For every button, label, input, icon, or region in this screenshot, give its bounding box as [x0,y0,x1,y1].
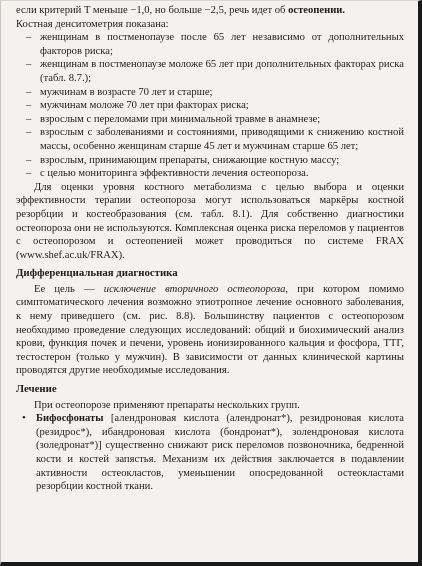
treatment-heading: Лечение [16,383,57,396]
treatment-intro: При остеопорозе применяют препараты нескольких групп. [34,399,300,411]
diff-italic-phrase: исключение вторичного остеопороза [103,283,286,295]
bisphosphonates-text: [алендроновая кислота (алендронат*), резидроновая кислота (резидрос*), ибандроновая кислота (бондронат*), золендроновая кислота (золедронат*)] существенно снижают риск переломов позвоночника, бедренной кости и костей запястья. Механизм их действия заключается в подавлении активности остеокластов, уменьшении опосредованной остеокластами резорбции костной ткани. [36,413,404,493]
list-item [16,167,404,181]
bisphosphonates-item [16,412,404,494]
list-item-text: с целью мониторинга эффективности лечения остеопороза. [40,168,309,180]
dash-marker: – [26,113,32,125]
list-item [16,58,404,85]
bullet-marker: • [22,412,26,425]
dash-marker: – [26,86,32,98]
list-item-text: мужчинам в возрасте 70 лет и старше; [40,86,213,98]
intro-text: если критерий T меньше −1,0, но больше −2,5, речь идет об [16,5,289,16]
list-item [16,86,404,100]
list-item-text: взрослым, принимающим препараты, снижающие костную массу; [40,154,340,166]
differential-diagnosis-heading: Дифференциальная диагностика [16,267,178,280]
list-item [16,99,404,113]
list-item-text: мужчинам моложе 70 лет при факторах риска; [40,100,249,112]
dash-marker: – [26,59,32,71]
diff-text-rest: , при котором помимо симптоматического лечения возможно этиотропное лечение основного заболевания, к нему приведшего (см. рис. 8.8). Большинству пациентов с остеопорозом необходимо проведение следующих исследований: общий и биохимический анализ крови, функция почек и печени, уровень ионизированного кальция и фосфора, ТТГ, тестостерон (только у мужчин). В зависимости от данных клинической картины проводятся другие необходимые исследования. [16,283,405,377]
bisphosphonates-term: Бифосфонаты [36,413,104,425]
dash-marker: – [26,127,32,139]
diff-text-start: Ее цель — [34,283,104,295]
indications-list [16,31,404,181]
dash-marker: – [26,168,32,180]
densitometry-heading-line [16,18,404,32]
list-item [16,31,404,58]
intro-paragraph [16,4,404,18]
list-item-text: женщинам в постменопаузе моложе 65 лет при дополнительных факторах риска (табл. 8.7.); [40,59,404,84]
differential-diagnosis-paragraph [16,283,404,378]
dash-marker: – [26,154,32,166]
list-item-text: женщинам в постменопаузе после 65 лет независимо от дополнительных факторов риска; [40,32,404,57]
densitometry-intro: Костная денситометрия показана: [16,18,169,30]
list-item-text: взрослым с заболеваниями и состояниями, приводящими к снижению костной массы, особенно женщинам старше 45 лет и мужчинам старше 65 лет; [40,127,404,152]
list-item-text: взрослым с переломами при минимальной травме в анамнезе; [40,113,321,125]
list-item [16,113,404,127]
osteopenia-term: остеопении. [288,5,346,16]
dash-marker: – [26,32,32,44]
dash-marker: – [26,100,32,112]
list-item [16,126,404,153]
list-item [16,154,404,168]
metabolism-paragraph: Для оценки уровня костного метаболизма с целью выбора и оценки эффективности терапии остеопороза могут использоваться маркёры костной резорбции и костеобразования (см. табл. 8.1). Для собственно диагностики остеопороза они не используются. Комплексная оценка риска переломов у пациентов с остеопорозом и остеопенией может проводиться по системе FRAX (www.shef.ac.uk/FRAX). [16,181,404,261]
